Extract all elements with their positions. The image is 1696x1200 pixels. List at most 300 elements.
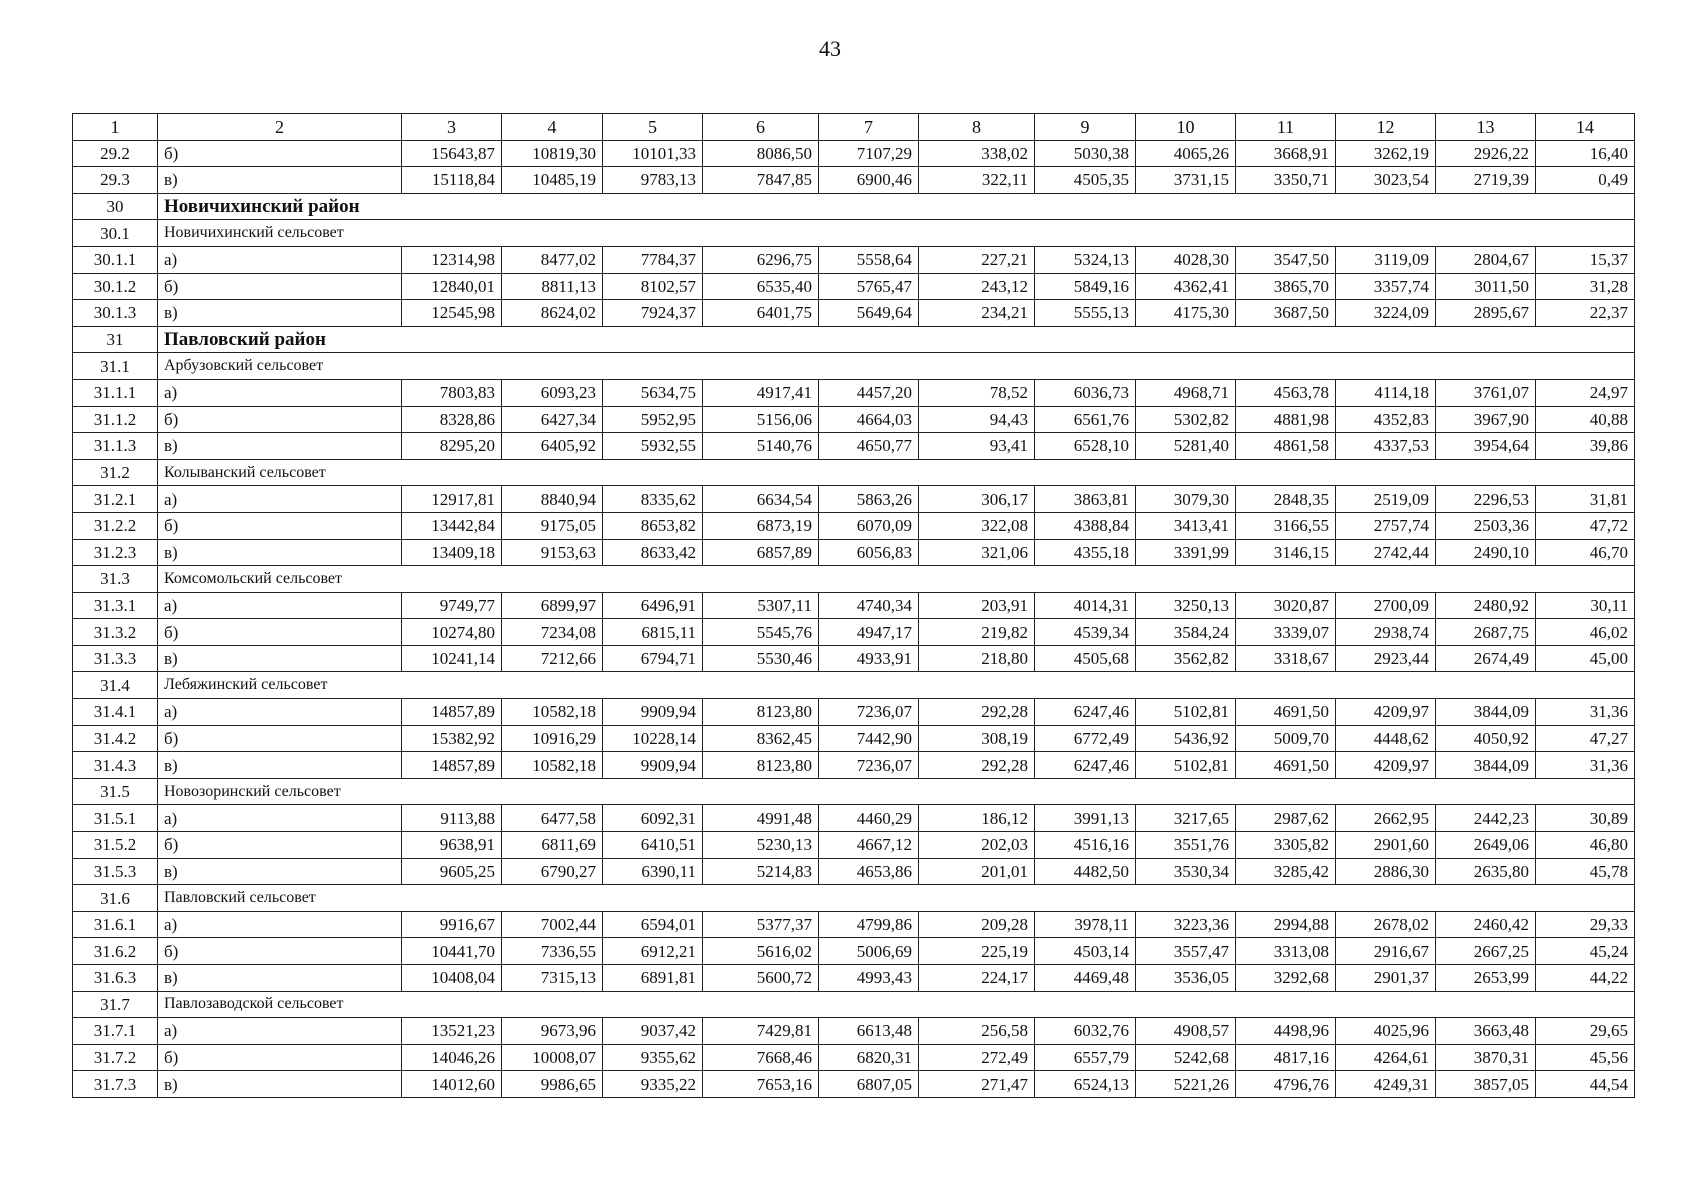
row-code: 31.5 (73, 778, 158, 805)
variant-label: а) (158, 1018, 402, 1045)
value-cell: 8328,86 (402, 406, 502, 433)
table-row (73, 433, 1635, 460)
value-cell: 7668,46 (703, 1044, 819, 1071)
value-cell: 3844,09 (1436, 699, 1536, 726)
value-cell: 2742,44 (1336, 539, 1436, 566)
value-cell: 271,47 (919, 1071, 1035, 1098)
value-cell: 6900,46 (819, 167, 919, 194)
value-cell: 2916,67 (1336, 938, 1436, 965)
table-row (73, 832, 1635, 859)
council-name: Колыванский сельсовет (158, 459, 1635, 486)
value-cell: 4539,34 (1035, 619, 1136, 646)
column-header: 13 (1436, 114, 1536, 141)
value-cell: 15118,84 (402, 167, 502, 194)
value-cell: 4355,18 (1035, 539, 1136, 566)
value-cell: 45,56 (1536, 1044, 1635, 1071)
table-row (73, 300, 1635, 327)
value-cell: 7803,83 (402, 379, 502, 406)
row-code: 30 (73, 193, 158, 220)
table-row (73, 619, 1635, 646)
table-row (73, 858, 1635, 885)
row-code: 31.3.1 (73, 592, 158, 619)
value-cell: 9909,94 (603, 699, 703, 726)
variant-label: б) (158, 1044, 402, 1071)
row-code: 31.7.1 (73, 1018, 158, 1045)
value-cell: 4469,48 (1035, 965, 1136, 992)
value-cell: 4114,18 (1336, 379, 1436, 406)
value-cell: 225,19 (919, 938, 1035, 965)
value-cell: 29,65 (1536, 1018, 1635, 1045)
row-code: 31.5.3 (73, 858, 158, 885)
council-name: Новичихинский сельсовет (158, 220, 1635, 247)
value-cell: 4563,78 (1236, 379, 1336, 406)
value-cell: 5307,11 (703, 592, 819, 619)
table-row (73, 699, 1635, 726)
value-cell: 31,81 (1536, 486, 1635, 513)
value-cell: 15382,92 (402, 725, 502, 752)
value-cell: 15,37 (1536, 246, 1635, 273)
value-cell: 3305,82 (1236, 832, 1336, 859)
row-code: 31.4.3 (73, 752, 158, 779)
value-cell: 4908,57 (1136, 1018, 1236, 1045)
value-cell: 9783,13 (603, 167, 703, 194)
variant-label: б) (158, 512, 402, 539)
value-cell: 3285,42 (1236, 858, 1336, 885)
value-cell: 3731,15 (1136, 167, 1236, 194)
value-cell: 9335,22 (603, 1071, 703, 1098)
value-cell: 31,36 (1536, 699, 1635, 726)
value-cell: 227,21 (919, 246, 1035, 273)
variant-label: а) (158, 699, 402, 726)
value-cell: 12917,81 (402, 486, 502, 513)
column-header: 12 (1336, 114, 1436, 141)
variant-label: в) (158, 167, 402, 194)
value-cell: 6410,51 (603, 832, 703, 859)
value-cell: 3584,24 (1136, 619, 1236, 646)
value-cell: 8335,62 (603, 486, 703, 513)
value-cell: 3146,15 (1236, 539, 1336, 566)
row-code: 31.2.2 (73, 512, 158, 539)
value-cell: 45,78 (1536, 858, 1635, 885)
value-cell: 12314,98 (402, 246, 502, 273)
value-cell: 5156,06 (703, 406, 819, 433)
row-code: 31.3 (73, 566, 158, 593)
value-cell: 2635,80 (1436, 858, 1536, 885)
value-cell: 6390,11 (603, 858, 703, 885)
council-row (73, 778, 1635, 805)
table-row (73, 725, 1635, 752)
value-cell: 8123,80 (703, 752, 819, 779)
value-cell: 9153,63 (502, 539, 603, 566)
value-cell: 8295,20 (402, 433, 502, 460)
value-cell: 5009,70 (1236, 725, 1336, 752)
value-cell: 2895,67 (1436, 300, 1536, 327)
value-cell: 5242,68 (1136, 1044, 1236, 1071)
value-cell: 7236,07 (819, 752, 919, 779)
value-cell: 8840,94 (502, 486, 603, 513)
row-code: 31.5.2 (73, 832, 158, 859)
value-cell: 292,28 (919, 699, 1035, 726)
value-cell: 9605,25 (402, 858, 502, 885)
row-code: 31.6.1 (73, 911, 158, 938)
value-cell: 5863,26 (819, 486, 919, 513)
council-name: Павловский сельсовет (158, 885, 1635, 912)
value-cell: 6477,58 (502, 805, 603, 832)
value-cell: 7336,55 (502, 938, 603, 965)
row-code: 31.1.1 (73, 379, 158, 406)
value-cell: 8362,45 (703, 725, 819, 752)
value-cell: 322,11 (919, 167, 1035, 194)
value-cell: 12840,01 (402, 273, 502, 300)
variant-label: б) (158, 406, 402, 433)
row-code: 31.4.1 (73, 699, 158, 726)
table-row (73, 1071, 1635, 1098)
value-cell: 202,03 (919, 832, 1035, 859)
value-cell: 16,40 (1536, 140, 1635, 167)
value-cell: 272,49 (919, 1044, 1035, 1071)
value-cell: 10441,70 (402, 938, 502, 965)
row-code: 29.3 (73, 167, 158, 194)
column-header: 6 (703, 114, 819, 141)
value-cell: 7429,81 (703, 1018, 819, 1045)
variant-label: а) (158, 486, 402, 513)
value-cell: 2938,74 (1336, 619, 1436, 646)
value-cell: 322,08 (919, 512, 1035, 539)
value-cell: 7315,13 (502, 965, 603, 992)
value-cell: 3978,11 (1035, 911, 1136, 938)
value-cell: 3530,34 (1136, 858, 1236, 885)
district-row (73, 193, 1635, 220)
value-cell: 5558,64 (819, 246, 919, 273)
value-cell: 46,70 (1536, 539, 1635, 566)
value-cell: 7002,44 (502, 911, 603, 938)
value-cell: 2296,53 (1436, 486, 1536, 513)
value-cell: 9749,77 (402, 592, 502, 619)
table-header-row (73, 114, 1635, 141)
value-cell: 4448,62 (1336, 725, 1436, 752)
value-cell: 3761,07 (1436, 379, 1536, 406)
value-cell: 5616,02 (703, 938, 819, 965)
value-cell: 3318,67 (1236, 645, 1336, 672)
value-cell: 7653,16 (703, 1071, 819, 1098)
table-row (73, 592, 1635, 619)
value-cell: 3011,50 (1436, 273, 1536, 300)
value-cell: 4503,14 (1035, 938, 1136, 965)
value-cell: 5302,82 (1136, 406, 1236, 433)
value-cell: 6056,83 (819, 539, 919, 566)
table-row (73, 486, 1635, 513)
value-cell: 6405,92 (502, 433, 603, 460)
page-number: 43 (819, 36, 841, 61)
value-cell: 5530,46 (703, 645, 819, 672)
value-cell: 6524,13 (1035, 1071, 1136, 1098)
variant-label: в) (158, 645, 402, 672)
value-cell: 12545,98 (402, 300, 502, 327)
value-cell: 14857,89 (402, 752, 502, 779)
value-cell: 10582,18 (502, 752, 603, 779)
value-cell: 6092,31 (603, 805, 703, 832)
value-cell: 7847,85 (703, 167, 819, 194)
row-code: 31.2.3 (73, 539, 158, 566)
value-cell: 4667,12 (819, 832, 919, 859)
value-cell: 5377,37 (703, 911, 819, 938)
row-code: 31 (73, 326, 158, 353)
value-cell: 4352,83 (1336, 406, 1436, 433)
value-cell: 6247,46 (1035, 699, 1136, 726)
value-cell: 3020,87 (1236, 592, 1336, 619)
value-cell: 6772,49 (1035, 725, 1136, 752)
table-row (73, 512, 1635, 539)
value-cell: 24,97 (1536, 379, 1635, 406)
value-cell: 4249,31 (1336, 1071, 1436, 1098)
value-cell: 5102,81 (1136, 699, 1236, 726)
value-cell: 6613,48 (819, 1018, 919, 1045)
value-cell: 8633,42 (603, 539, 703, 566)
value-cell: 2886,30 (1336, 858, 1436, 885)
row-code: 31.2 (73, 459, 158, 486)
column-header: 2 (158, 114, 402, 141)
value-cell: 5214,83 (703, 858, 819, 885)
council-name: Комсомольский сельсовет (158, 566, 1635, 593)
value-cell: 3536,05 (1136, 965, 1236, 992)
council-row (73, 672, 1635, 699)
value-cell: 3413,41 (1136, 512, 1236, 539)
value-cell: 4460,29 (819, 805, 919, 832)
value-cell: 13521,23 (402, 1018, 502, 1045)
value-cell: 7234,08 (502, 619, 603, 646)
value-cell: 4796,76 (1236, 1071, 1336, 1098)
value-cell: 3547,50 (1236, 246, 1336, 273)
value-cell: 5649,64 (819, 300, 919, 327)
value-cell: 4175,30 (1136, 300, 1236, 327)
value-cell: 7442,90 (819, 725, 919, 752)
value-cell: 2987,62 (1236, 805, 1336, 832)
column-header: 4 (502, 114, 603, 141)
value-cell: 8624,02 (502, 300, 603, 327)
value-cell: 2649,06 (1436, 832, 1536, 859)
value-cell: 6815,11 (603, 619, 703, 646)
value-cell: 6807,05 (819, 1071, 919, 1098)
value-cell: 30,89 (1536, 805, 1635, 832)
variant-label: б) (158, 938, 402, 965)
row-code: 30.1.1 (73, 246, 158, 273)
row-code: 31.1 (73, 353, 158, 380)
value-cell: 3166,55 (1236, 512, 1336, 539)
value-cell: 3350,71 (1236, 167, 1336, 194)
value-cell: 30,11 (1536, 592, 1635, 619)
column-header: 7 (819, 114, 919, 141)
value-cell: 6036,73 (1035, 379, 1136, 406)
value-cell: 47,72 (1536, 512, 1635, 539)
value-cell: 292,28 (919, 752, 1035, 779)
district-name: Павловский район (158, 326, 1635, 353)
variant-label: а) (158, 805, 402, 832)
value-cell: 6247,46 (1035, 752, 1136, 779)
value-cell: 5634,75 (603, 379, 703, 406)
value-cell: 4337,53 (1336, 433, 1436, 460)
value-cell: 2674,49 (1436, 645, 1536, 672)
value-cell: 224,17 (919, 965, 1035, 992)
variant-label: б) (158, 619, 402, 646)
value-cell: 6093,23 (502, 379, 603, 406)
row-code: 29.2 (73, 140, 158, 167)
value-cell: 234,21 (919, 300, 1035, 327)
value-cell: 4065,26 (1136, 140, 1236, 167)
value-cell: 6427,34 (502, 406, 603, 433)
value-cell: 256,58 (919, 1018, 1035, 1045)
value-cell: 6634,54 (703, 486, 819, 513)
value-cell: 4691,50 (1236, 699, 1336, 726)
value-cell: 9909,94 (603, 752, 703, 779)
value-cell: 2519,09 (1336, 486, 1436, 513)
value-cell: 22,37 (1536, 300, 1635, 327)
table-row (73, 1018, 1635, 1045)
value-cell: 3339,07 (1236, 619, 1336, 646)
value-cell: 8123,80 (703, 699, 819, 726)
value-cell: 2460,42 (1436, 911, 1536, 938)
variant-label: в) (158, 433, 402, 460)
value-cell: 4264,61 (1336, 1044, 1436, 1071)
variant-label: б) (158, 273, 402, 300)
row-code: 30.1 (73, 220, 158, 247)
value-cell: 5102,81 (1136, 752, 1236, 779)
value-cell: 4917,41 (703, 379, 819, 406)
value-cell: 3991,13 (1035, 805, 1136, 832)
value-cell: 8086,50 (703, 140, 819, 167)
value-cell: 6032,76 (1035, 1018, 1136, 1045)
value-cell: 9113,88 (402, 805, 502, 832)
value-cell: 4799,86 (819, 911, 919, 938)
value-cell: 3079,30 (1136, 486, 1236, 513)
column-header: 10 (1136, 114, 1236, 141)
council-row (73, 885, 1635, 912)
value-cell: 2480,92 (1436, 592, 1536, 619)
value-cell: 10008,07 (502, 1044, 603, 1071)
value-cell: 2923,44 (1336, 645, 1436, 672)
value-cell: 2503,36 (1436, 512, 1536, 539)
value-cell: 4028,30 (1136, 246, 1236, 273)
column-header: 3 (402, 114, 502, 141)
value-cell: 10274,80 (402, 619, 502, 646)
value-cell: 4968,71 (1136, 379, 1236, 406)
value-cell: 243,12 (919, 273, 1035, 300)
table-row (73, 167, 1635, 194)
value-cell: 5952,95 (603, 406, 703, 433)
value-cell: 2653,99 (1436, 965, 1536, 992)
value-cell: 10241,14 (402, 645, 502, 672)
value-cell: 4691,50 (1236, 752, 1336, 779)
value-cell: 10819,30 (502, 140, 603, 167)
value-cell: 6296,75 (703, 246, 819, 273)
value-cell: 7924,37 (603, 300, 703, 327)
variant-label: б) (158, 725, 402, 752)
value-cell: 45,24 (1536, 938, 1635, 965)
value-cell: 3391,99 (1136, 539, 1236, 566)
column-header: 11 (1236, 114, 1336, 141)
value-cell: 5324,13 (1035, 246, 1136, 273)
value-cell: 94,43 (919, 406, 1035, 433)
council-name: Арбузовский сельсовет (158, 353, 1635, 380)
value-cell: 5545,76 (703, 619, 819, 646)
value-cell: 308,19 (919, 725, 1035, 752)
value-cell: 15643,87 (402, 140, 502, 167)
column-header: 1 (73, 114, 158, 141)
table-row (73, 752, 1635, 779)
row-code: 31.4 (73, 672, 158, 699)
value-cell: 93,41 (919, 433, 1035, 460)
row-code: 31.6 (73, 885, 158, 912)
value-cell: 0,49 (1536, 167, 1635, 194)
table-row (73, 379, 1635, 406)
value-cell: 6857,89 (703, 539, 819, 566)
table-row (73, 140, 1635, 167)
variant-label: в) (158, 965, 402, 992)
value-cell: 6873,19 (703, 512, 819, 539)
value-cell: 3865,70 (1236, 273, 1336, 300)
value-cell: 39,86 (1536, 433, 1635, 460)
value-cell: 44,22 (1536, 965, 1635, 992)
variant-label: в) (158, 539, 402, 566)
council-row (73, 459, 1635, 486)
value-cell: 2667,25 (1436, 938, 1536, 965)
value-cell: 13442,84 (402, 512, 502, 539)
value-cell: 6899,97 (502, 592, 603, 619)
variant-label: а) (158, 246, 402, 273)
district-name: Новичихинский район (158, 193, 1635, 220)
value-cell: 14857,89 (402, 699, 502, 726)
table-row (73, 911, 1635, 938)
row-code: 31.1.3 (73, 433, 158, 460)
value-cell: 2700,09 (1336, 592, 1436, 619)
value-cell: 6496,91 (603, 592, 703, 619)
value-cell: 3863,81 (1035, 486, 1136, 513)
value-cell: 3663,48 (1436, 1018, 1536, 1045)
value-cell: 8102,57 (603, 273, 703, 300)
value-cell: 10228,14 (603, 725, 703, 752)
value-cell: 3870,31 (1436, 1044, 1536, 1071)
value-cell: 4457,20 (819, 379, 919, 406)
value-cell: 3562,82 (1136, 645, 1236, 672)
value-cell: 5932,55 (603, 433, 703, 460)
value-cell: 78,52 (919, 379, 1035, 406)
value-cell: 203,91 (919, 592, 1035, 619)
value-cell: 13409,18 (402, 539, 502, 566)
variant-label: в) (158, 1071, 402, 1098)
row-code: 31.7 (73, 991, 158, 1018)
value-cell: 5006,69 (819, 938, 919, 965)
council-row (73, 991, 1635, 1018)
value-cell: 4209,97 (1336, 752, 1436, 779)
variant-label: в) (158, 858, 402, 885)
table-row (73, 406, 1635, 433)
value-cell: 6561,76 (1035, 406, 1136, 433)
value-cell: 6820,31 (819, 1044, 919, 1071)
row-code: 30.1.2 (73, 273, 158, 300)
value-cell: 6401,75 (703, 300, 819, 327)
value-cell: 7212,66 (502, 645, 603, 672)
value-cell: 6790,27 (502, 858, 603, 885)
value-cell: 2901,60 (1336, 832, 1436, 859)
value-cell: 3857,05 (1436, 1071, 1536, 1098)
value-cell: 219,82 (919, 619, 1035, 646)
value-cell: 2994,88 (1236, 911, 1336, 938)
value-cell: 2926,22 (1436, 140, 1536, 167)
value-cell: 4947,17 (819, 619, 919, 646)
value-cell: 5555,13 (1035, 300, 1136, 327)
value-cell: 45,00 (1536, 645, 1635, 672)
value-cell: 9916,67 (402, 911, 502, 938)
row-code: 31.4.2 (73, 725, 158, 752)
